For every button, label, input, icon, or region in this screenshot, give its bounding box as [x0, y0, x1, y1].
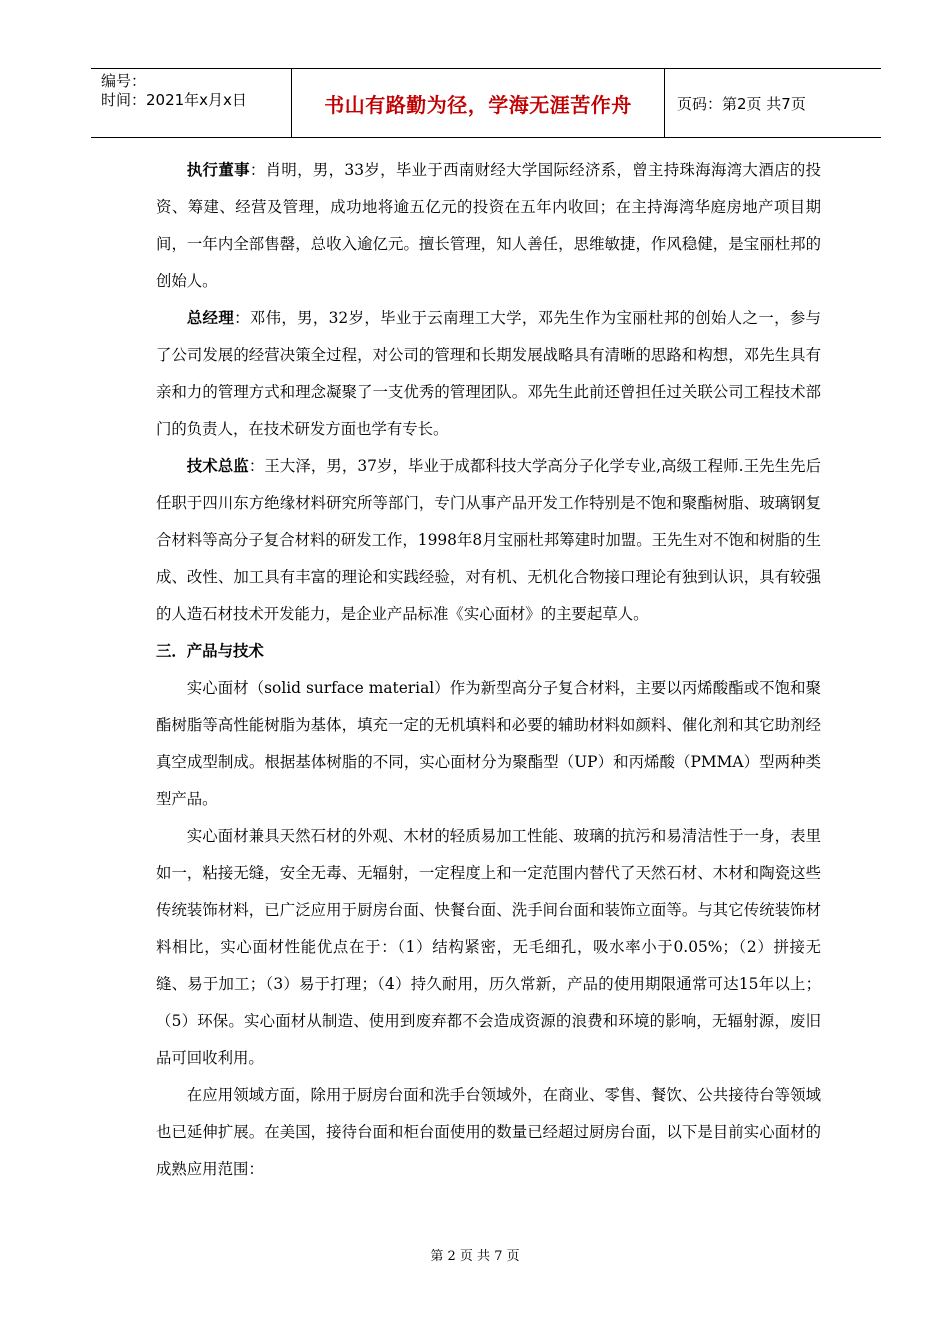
document-time-label: 时间：2021年x月x日	[101, 91, 247, 109]
document-body	[156, 152, 821, 1188]
section-paragraph: 实心面材（solid surface material）作为新型高分子复合材料，主要以丙烯酸酯或不饱和聚酯树脂等高性能树脂为基体，填充一定的无机填料和必要的辅助材料如颜料、催化剂和其它助剂经真空成型制成。根据基体树脂的不同，实心面材分为聚酯型（UP）和丙烯酸（PMMA）型两种类型产品。	[156, 679, 821, 808]
header-motto: 书山有路勤为径，学海无涯苦作舟	[324, 92, 632, 117]
paragraph-technical-director	[156, 448, 821, 633]
paragraph-text: ：肖明，男，33岁，毕业于西南财经大学国际经济系，曾主持珠海海湾大酒店的投资、筹建、经营及管理，成功地将逾五亿元的投资在五年内收回；在主持海湾华庭房地产项目期间，一年内全部售罄，总收入逾亿元。擅长管理，知人善任，思维敏捷，作风稳健，是宝丽杜邦的创始人。	[156, 161, 821, 290]
section-heading: 三．产品与技术	[156, 642, 264, 660]
page-footer: 第 2 页 共 7 页	[430, 1249, 520, 1264]
section-paragraph: 实心面材兼具天然石材的外观、木材的轻质易加工性能、玻璃的抗污和易清洁性于一身，表里如一，粘接无缝，安全无毒、无辐射，一定程度上和一定范围内替代了天然石材、木材和陶瓷这些传统装饰材料，已广泛应用于厨房台面、快餐台面、洗手间台面和装饰立面等。与其它传统装饰材料相比，实心面材性能优点在于：（1）结构紧密，无毛细孔，吸水率小于0.05%；（2）拼接无缝、易于加工；（3）易于打理；（4）持久耐用，历久常新，产品的使用期限通常可达15年以上；（5）环保。实心面材从制造、使用到废弃都不会造成资源的浪费和环境的影响，无辐射源，废旧品可回收利用。	[156, 827, 821, 1067]
page-header	[91, 68, 881, 138]
paragraph-title: 总经理	[186, 309, 235, 327]
header-page-cell	[665, 69, 881, 137]
header-left-cell	[91, 69, 292, 137]
paragraph-title: 执行董事	[186, 161, 250, 179]
section-paragraph: 在应用领域方面，除用于厨房台面和洗手台领域外，在商业、零售、餐饮、公共接待台等领域也已延伸扩展。在美国，接待台面和柜台面使用的数量已经超过厨房台面，以下是目前实心面材的成熟应用范围：	[156, 1086, 821, 1178]
paragraph-general-manager	[156, 300, 821, 448]
header-page-info: 页码：第2页 共7页	[677, 94, 806, 113]
header-motto-cell	[292, 69, 665, 137]
document-number-label: 编号：	[101, 72, 147, 90]
paragraph-executive-director	[156, 152, 821, 300]
paragraph-title: 技术总监	[186, 457, 249, 475]
paragraph-text: ：邓伟，男，32岁，毕业于云南理工大学，邓先生作为宝丽杜邦的创始人之一，参与了公司发展的经营决策全过程，对公司的管理和长期发展战略具有清晰的思路和构想，邓先生具有亲和力的管理方式和理念凝聚了一支优秀的管理团队。邓先生此前还曾担任过关联公司工程技术部门的负责人，在技术研发方面也学有专长。	[156, 309, 821, 438]
paragraph-text: ：王大泽，男，37岁，毕业于成都科技大学高分子化学专业,高级工程师.王先生先后任职于四川东方绝缘材料研究所等部门，专门从事产品开发工作特别是不饱和聚酯树脂、玻璃钢复合材料等高分子复合材料的研发工作，1998年8月宝丽杜邦筹建时加盟。王先生对不饱和树脂的生成、改性、加工具有丰富的理论和实践经验，对有机、无机化合物接口理论有独到认识，具有较强的人造石材技术开发能力，是企业产品标准《实心面材》的主要起草人。	[156, 457, 821, 623]
